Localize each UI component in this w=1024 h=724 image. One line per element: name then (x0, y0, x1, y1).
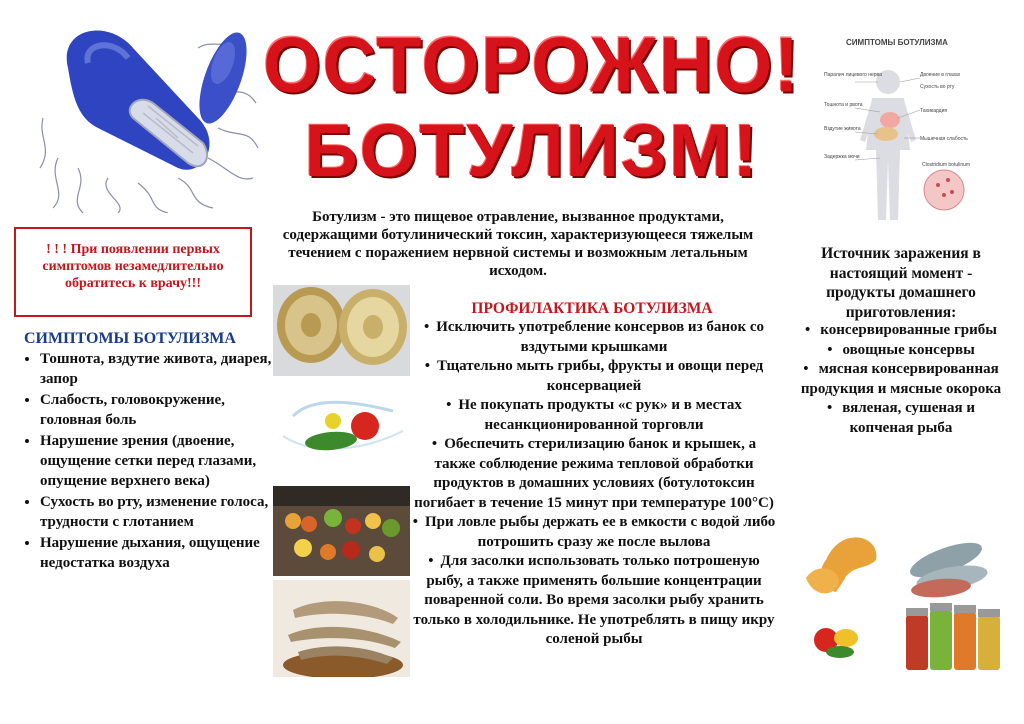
list-item: • овощные консервы (796, 341, 1006, 361)
list-item: • консервированные грибы (796, 321, 1006, 341)
figure-label: Вздутие живота (824, 126, 861, 132)
symptoms-diagram (820, 30, 980, 230)
bacteria-illustration (38, 8, 260, 213)
mushrooms-image (806, 537, 876, 593)
warning-box (14, 227, 252, 317)
symptoms-title: СИМПТОМЫ БОТУЛИЗМА (24, 330, 236, 347)
market-photo (273, 486, 410, 576)
prophylaxis-title: ПРОФИЛАКТИКА БОТУЛИЗМА (471, 300, 713, 317)
figure-label: Сухость во рту (920, 84, 955, 90)
list-item: • Не покупать продукты «с рук» и в местах несанкционированной торговли (412, 396, 776, 435)
figure-label: Паралич лицевого нерва (824, 72, 882, 78)
title-line-1: ОСТОРОЖНО! (263, 20, 801, 109)
list-item: • Обеспечить стерилизацию банок и крышек, а также соблюдение режима тепловой обработки продуктов в домашних условиях (ботулотоксин погибает в течение 15 минут при температуре 100°С) (412, 435, 776, 513)
fish-image (906, 536, 989, 600)
cans-photo (273, 285, 410, 376)
list-item: • Тошнота, вздутие живота, диарея, запор (40, 350, 280, 389)
intro-text: Ботулизм - это пищевое отравление, вызванное продуктами, содержащими ботулинический токсин, характеризующееся тяжелым течением с поражением нервной системы и возможным летальным исходом. (282, 209, 754, 279)
list-item: • Исключить употребление консервов из банок со вздутыми крышками (412, 318, 776, 357)
figure-label: Задержка мочи (824, 154, 860, 160)
list-item: • Нарушение дыхания, ощущение недостатка воздуха (40, 534, 280, 573)
title-line-2: БОТУЛИЗМ! (304, 109, 760, 192)
prophylaxis-list (412, 318, 776, 650)
food-photos (796, 520, 1006, 680)
figure-title: СИМПТОМЫ БОТУЛИЗМА (846, 38, 948, 47)
dried-fish-photo (273, 580, 410, 677)
vegetables-image (814, 628, 858, 658)
list-item: • При ловле рыбы держать ее в емкости с водой либо потрошить сразу же после вылова (412, 513, 776, 552)
figure-label: Мышечная слабость (920, 136, 968, 142)
warning-text: ! ! ! При появлении первых симптомов незамедлительно обратитесь к врачу!!! (42, 242, 224, 291)
jars-image (906, 603, 1000, 670)
list-item: • вяленая, сушеная и копченая рыба (796, 399, 1006, 438)
source-title: Источник заражения в настоящий момент - продукты домашнего приготовления: (821, 245, 981, 321)
list-item: • Нарушение зрения (двоение, ощущение сетки перед глазами, опущение верхнего века) (40, 432, 280, 491)
figure-label: Тахикардия (920, 108, 948, 114)
figure-label: Clostridium botulinum (922, 162, 971, 168)
list-item: • Для засолки использовать только потрошеную рыбу, а также применять большие концентрации поваренной соли. Во время засолки рыбу хранить только в холодильнике. Не употреблять в пищу икру соленой рыбы (412, 552, 776, 650)
list-item: • Слабость, головокружение, головная боль (40, 391, 280, 430)
figure-label: Двоение в глазах (920, 72, 961, 78)
source-list (796, 321, 1006, 439)
figure-label: Тошнота и рвота (824, 102, 863, 108)
list-item: • мясная консервированная продукция и мясные окорока (796, 360, 1006, 399)
list-item: • Тщательно мыть грибы, фрукты и овощи перед консервацией (412, 357, 776, 396)
vegetables-photo (273, 386, 410, 476)
list-item: • Сухость во рту, изменение голоса, трудности с глотанием (40, 493, 280, 532)
symptoms-list (18, 350, 280, 576)
